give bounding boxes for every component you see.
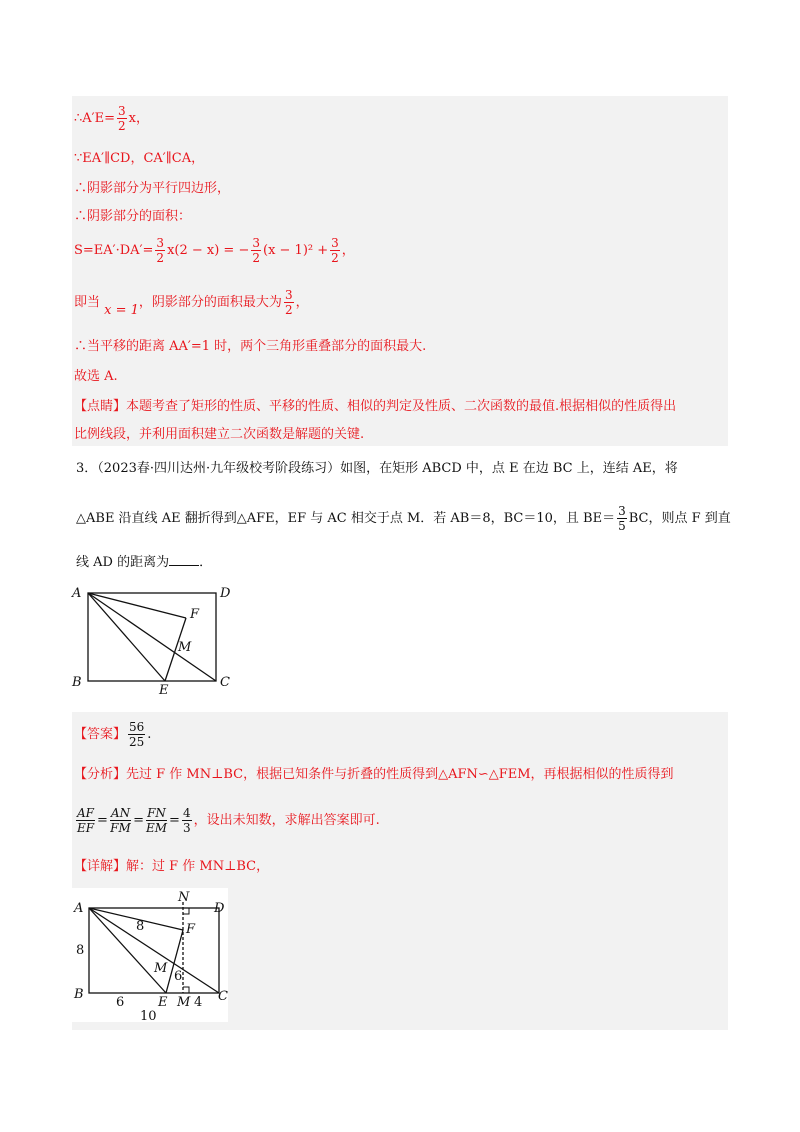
- segment-ae: [88, 593, 165, 681]
- text: 即当: [74, 295, 101, 310]
- label-c: C: [218, 989, 228, 1004]
- text: ，阴影部分的面积最大为: [138, 295, 282, 310]
- figure-rectangle-fold: [66, 580, 246, 698]
- fraction: [330, 236, 340, 265]
- figure-solution-diagram: [72, 888, 228, 1022]
- numerator: 3: [252, 236, 260, 250]
- answer-line: [74, 720, 151, 749]
- question-3-line-2: [76, 504, 731, 533]
- fraction: [251, 236, 261, 265]
- solution-line-2: ∵EA′∥CD，CA′∥CA，: [74, 151, 205, 166]
- fraction: [117, 104, 127, 133]
- text: .: [147, 727, 152, 742]
- denominator: FM: [110, 821, 131, 835]
- length-af: 8: [136, 919, 145, 934]
- label-a: A: [72, 586, 82, 601]
- numerator: AN: [110, 806, 131, 820]
- denominator: 2: [156, 251, 165, 265]
- numerator: FN: [147, 806, 166, 820]
- question-3-line-1: 3．（2023春·四川达州·九年级校考阶段练习）如图，在矩形 ABCD 中，点 E 在边 BC 上，连结 AE，将: [76, 461, 678, 476]
- text: △ABE 沿直线 AE 翻折得到△AFE，EF 与 AC 相交于点 M．若 AB＝8，BC＝10，且 BE＝: [76, 511, 616, 526]
- denominator: 2: [331, 251, 339, 265]
- answer-fraction: [128, 720, 145, 749]
- text: S=EA′·DA′=: [74, 243, 154, 258]
- denominator: 3: [182, 821, 191, 835]
- math-inline: x = 1: [104, 303, 139, 318]
- fraction: [146, 806, 167, 835]
- solution-line-7: ∴当平移的距离 AA′=1 时，两个三角形重叠部分的面积最大.: [74, 339, 427, 354]
- denominator: 5: [618, 519, 626, 533]
- text: ∴A′E=: [74, 111, 115, 126]
- length-fm: 6: [174, 969, 183, 984]
- text: ，: [341, 243, 355, 258]
- label-m-foot: M: [177, 995, 191, 1010]
- detail-line-1: 【详解】解：过 F 作 MN⊥BC，: [74, 859, 270, 874]
- length-bc: 10: [140, 1009, 157, 1022]
- question-3-line-3: [76, 553, 212, 572]
- numerator: 56: [129, 720, 145, 734]
- numerator: AF: [77, 806, 94, 820]
- text: ，: [295, 295, 309, 310]
- solution-line-8: 故选 A.: [74, 369, 118, 384]
- fraction: [155, 236, 165, 265]
- answer-label: 【答案】: [74, 727, 127, 742]
- denominator: EM: [145, 821, 168, 835]
- label-f: F: [186, 922, 196, 937]
- fraction: [284, 288, 294, 317]
- solution-line-1: [74, 104, 149, 133]
- tip-line-2: 比例线段，并利用面积建立二次函数是解题的关键.: [74, 427, 365, 442]
- solution-line-4: ∴阴影部分的面积：: [74, 209, 192, 224]
- fraction: [76, 806, 95, 835]
- numerator: 3: [331, 236, 339, 250]
- equals: =: [97, 813, 108, 828]
- equals: =: [133, 813, 144, 828]
- solution-panel-previous: [72, 96, 728, 446]
- length-be: 6: [116, 995, 125, 1010]
- text: BC，则点 F 到直: [628, 511, 731, 526]
- text: ，设出未知数，求解出答案即可.: [193, 813, 380, 828]
- label-b: B: [74, 987, 84, 1002]
- text: 线 AD 的距离为: [76, 555, 170, 570]
- label-b: B: [72, 675, 82, 690]
- label-m: M: [178, 640, 192, 655]
- label-d: D: [214, 901, 225, 916]
- tip-line-1: 【点睛】本题考查了矩形的性质、平移的性质、相似的判定及性质、二次函数的最值.根据相似的性质得出: [74, 399, 677, 414]
- length-mc: 4: [194, 995, 203, 1010]
- denominator: 25: [129, 735, 145, 749]
- denominator: 2: [118, 119, 126, 133]
- label-a: A: [74, 901, 84, 916]
- numerator: 3: [618, 504, 626, 518]
- label-m-intersection: M: [154, 961, 168, 976]
- label-n: N: [178, 890, 190, 905]
- label-f: F: [190, 607, 200, 622]
- fraction: [110, 806, 131, 835]
- length-ab: 8: [76, 943, 85, 958]
- solution-line-6: [74, 288, 309, 317]
- equals: =: [169, 813, 180, 828]
- analysis-line-1: 【分析】先过 F 作 MN⊥BC，根据已知条件与折叠的性质得到△AFN∽△FEM，再根据相似的性质得到: [74, 767, 674, 782]
- analysis-line-2: [74, 806, 380, 835]
- numerator: 3: [156, 236, 165, 250]
- numerator: 3: [118, 104, 126, 118]
- label-c: C: [220, 675, 230, 690]
- text: x，: [128, 111, 149, 126]
- text: ．: [199, 555, 213, 570]
- text: (x − 1)² +: [263, 243, 329, 258]
- label-e: E: [159, 683, 169, 698]
- solution-line-5: [74, 236, 355, 265]
- fraction: [182, 806, 192, 835]
- solution-line-3: ∴阴影部分为平行四边形，: [74, 181, 231, 196]
- text: x(2 − x) = −: [167, 243, 250, 258]
- denominator: 2: [252, 251, 260, 265]
- denominator: EF: [76, 821, 95, 835]
- answer-blank: [169, 553, 199, 566]
- numerator: 3: [284, 288, 293, 302]
- segment-af: [88, 593, 186, 618]
- numerator: 4: [182, 806, 191, 820]
- label-e: E: [158, 995, 168, 1010]
- denominator: 2: [284, 303, 293, 317]
- label-d: D: [220, 586, 231, 601]
- fraction: [617, 504, 627, 533]
